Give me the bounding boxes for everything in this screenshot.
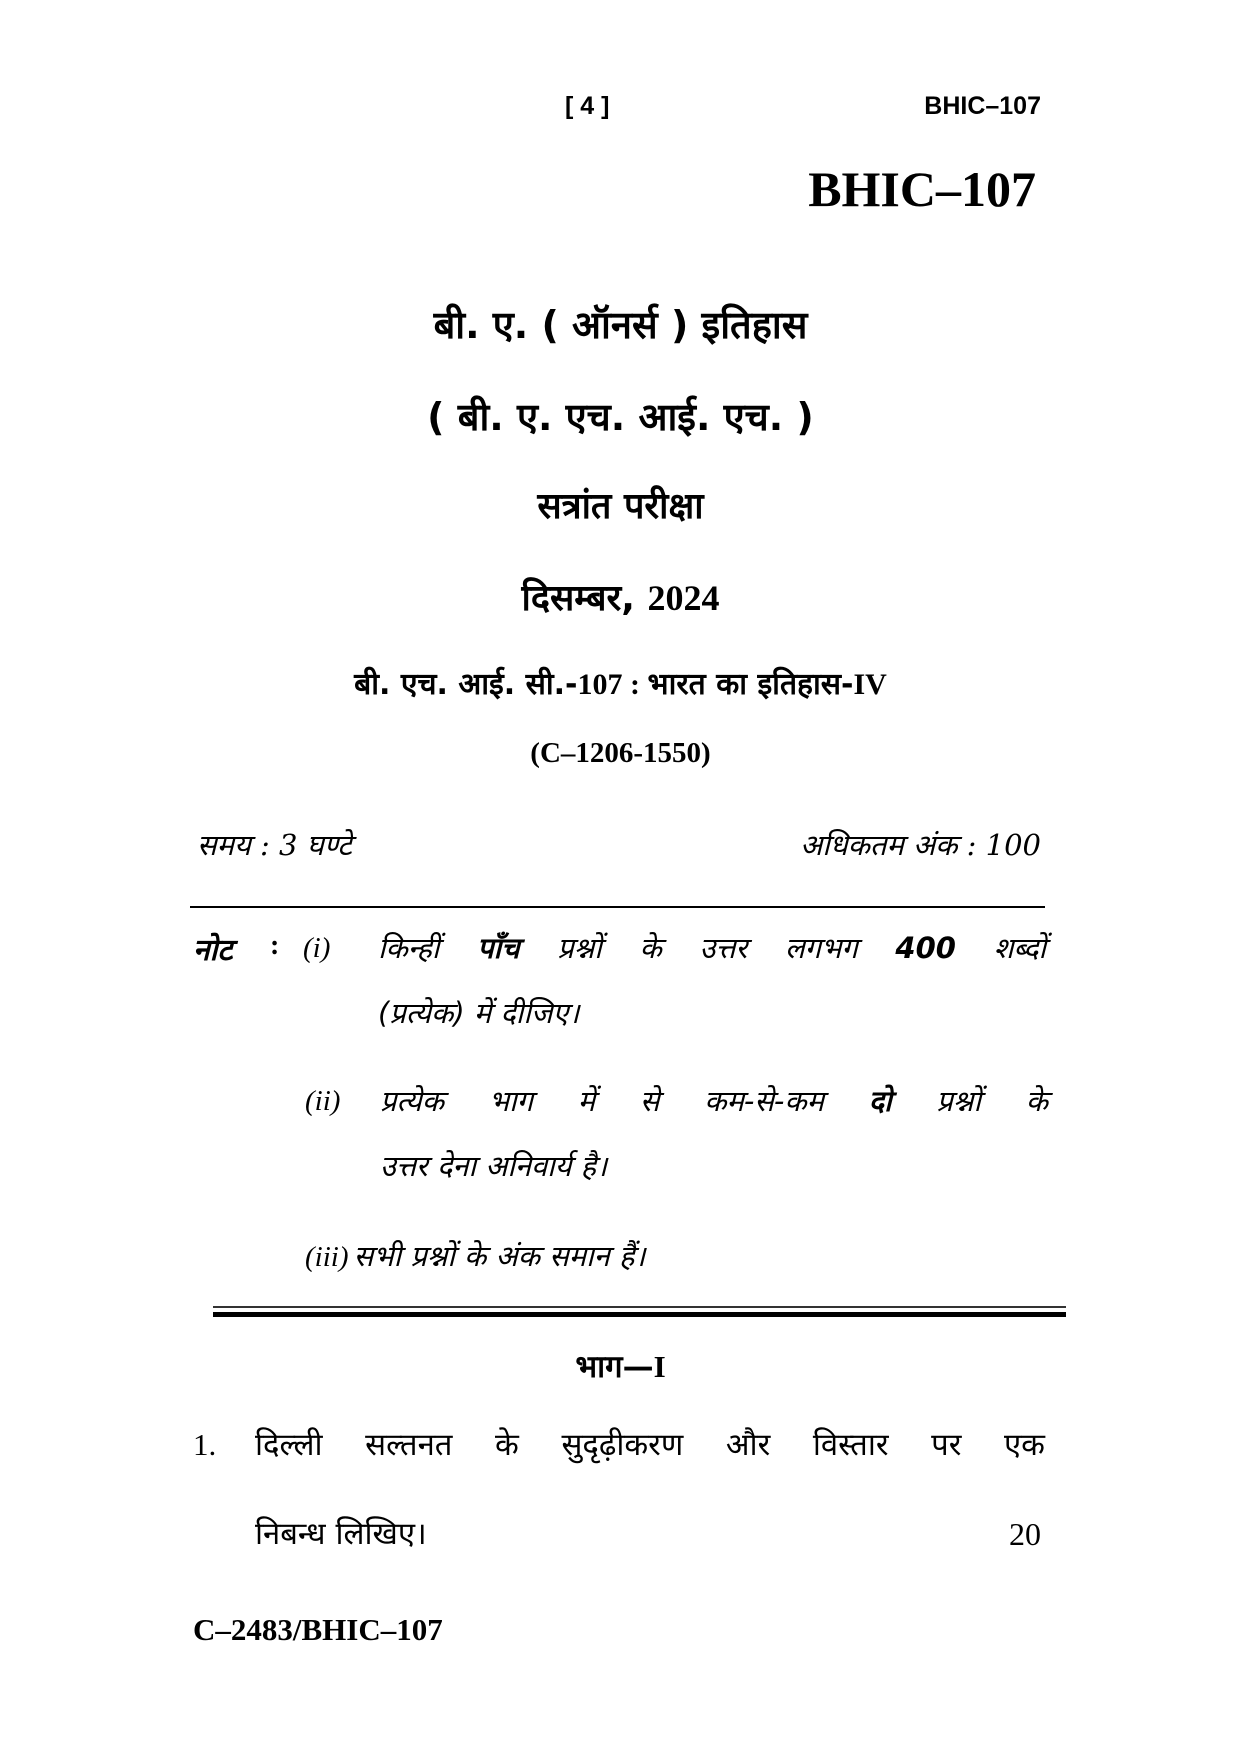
- maximum-marks: अधिकतम अंक : 100: [800, 828, 1041, 862]
- programme-code: ( बी. ए. एच. आई. एच. ): [427, 395, 814, 439]
- emphasis-five: पाँच: [477, 931, 520, 965]
- divider-rule: [190, 906, 1045, 908]
- double-rule-bottom: [213, 1312, 1066, 1317]
- course-roman: IV: [853, 668, 887, 701]
- course-heading: [0, 662, 1241, 703]
- note-item-text-cont: (प्रत्येक) में दीजिए।: [378, 996, 580, 1030]
- note-item-text: सभी प्रश्नों के अंक समान हैं।: [353, 1239, 646, 1273]
- section-heading: भाग—I: [575, 1349, 666, 1385]
- note-item-text-cont: उत्तर देना अनिवार्य है।: [380, 1149, 608, 1183]
- exam-year: 2024: [647, 578, 720, 618]
- footer-code: C–2483/BHIC–107: [193, 1612, 443, 1647]
- note-item-number: (i): [303, 932, 331, 964]
- note-label: नोट: [193, 933, 233, 968]
- course-code-title: BHIC–107: [808, 161, 1036, 217]
- note-item-number: (iii): [305, 1241, 349, 1273]
- programme-title: बी. ए. ( ऑनर्स ) इतिहास: [433, 303, 808, 347]
- course-number: 107: [577, 668, 623, 701]
- question-text-cont: निबन्ध लिखिए।: [255, 1516, 427, 1552]
- note-item-number: (ii): [305, 1085, 341, 1117]
- question-number: 1.: [193, 1427, 217, 1462]
- exam-month: दिसम्बर,: [521, 578, 635, 619]
- course-prefix: बी. एच. आई. सी.-: [354, 667, 578, 702]
- note-colon: :: [270, 930, 280, 961]
- note-item: [305, 1236, 645, 1275]
- note-item-text: किन्हीं पाँच प्रश्नों के उत्तर लगभग 400 शब्दों: [378, 931, 1046, 965]
- exam-type: सत्रांत परीक्षा: [537, 486, 704, 527]
- emphasis-two: दो: [868, 1084, 892, 1118]
- question-text: दिल्ली सल्तनत के सुदृढ़ीकरण और विस्तार पर एक: [255, 1427, 1045, 1463]
- header-course-code: BHIC–107: [924, 92, 1041, 120]
- page-number: [ 4 ]: [565, 92, 610, 120]
- double-rule-top: [213, 1306, 1066, 1308]
- course-separator: :: [622, 668, 648, 701]
- exam-date: [0, 572, 1241, 621]
- time-allowed: समय : 3 घण्टे: [197, 828, 352, 862]
- question-marks: 20: [1009, 1516, 1041, 1552]
- note-item-text: प्रत्येक भाग में से कम-से-कम दो प्रश्नों के: [380, 1084, 1048, 1118]
- course-period: (C–1206-1550): [530, 737, 711, 769]
- emphasis-word-count: 400: [895, 931, 956, 965]
- course-title: भारत का इतिहास-: [647, 667, 854, 702]
